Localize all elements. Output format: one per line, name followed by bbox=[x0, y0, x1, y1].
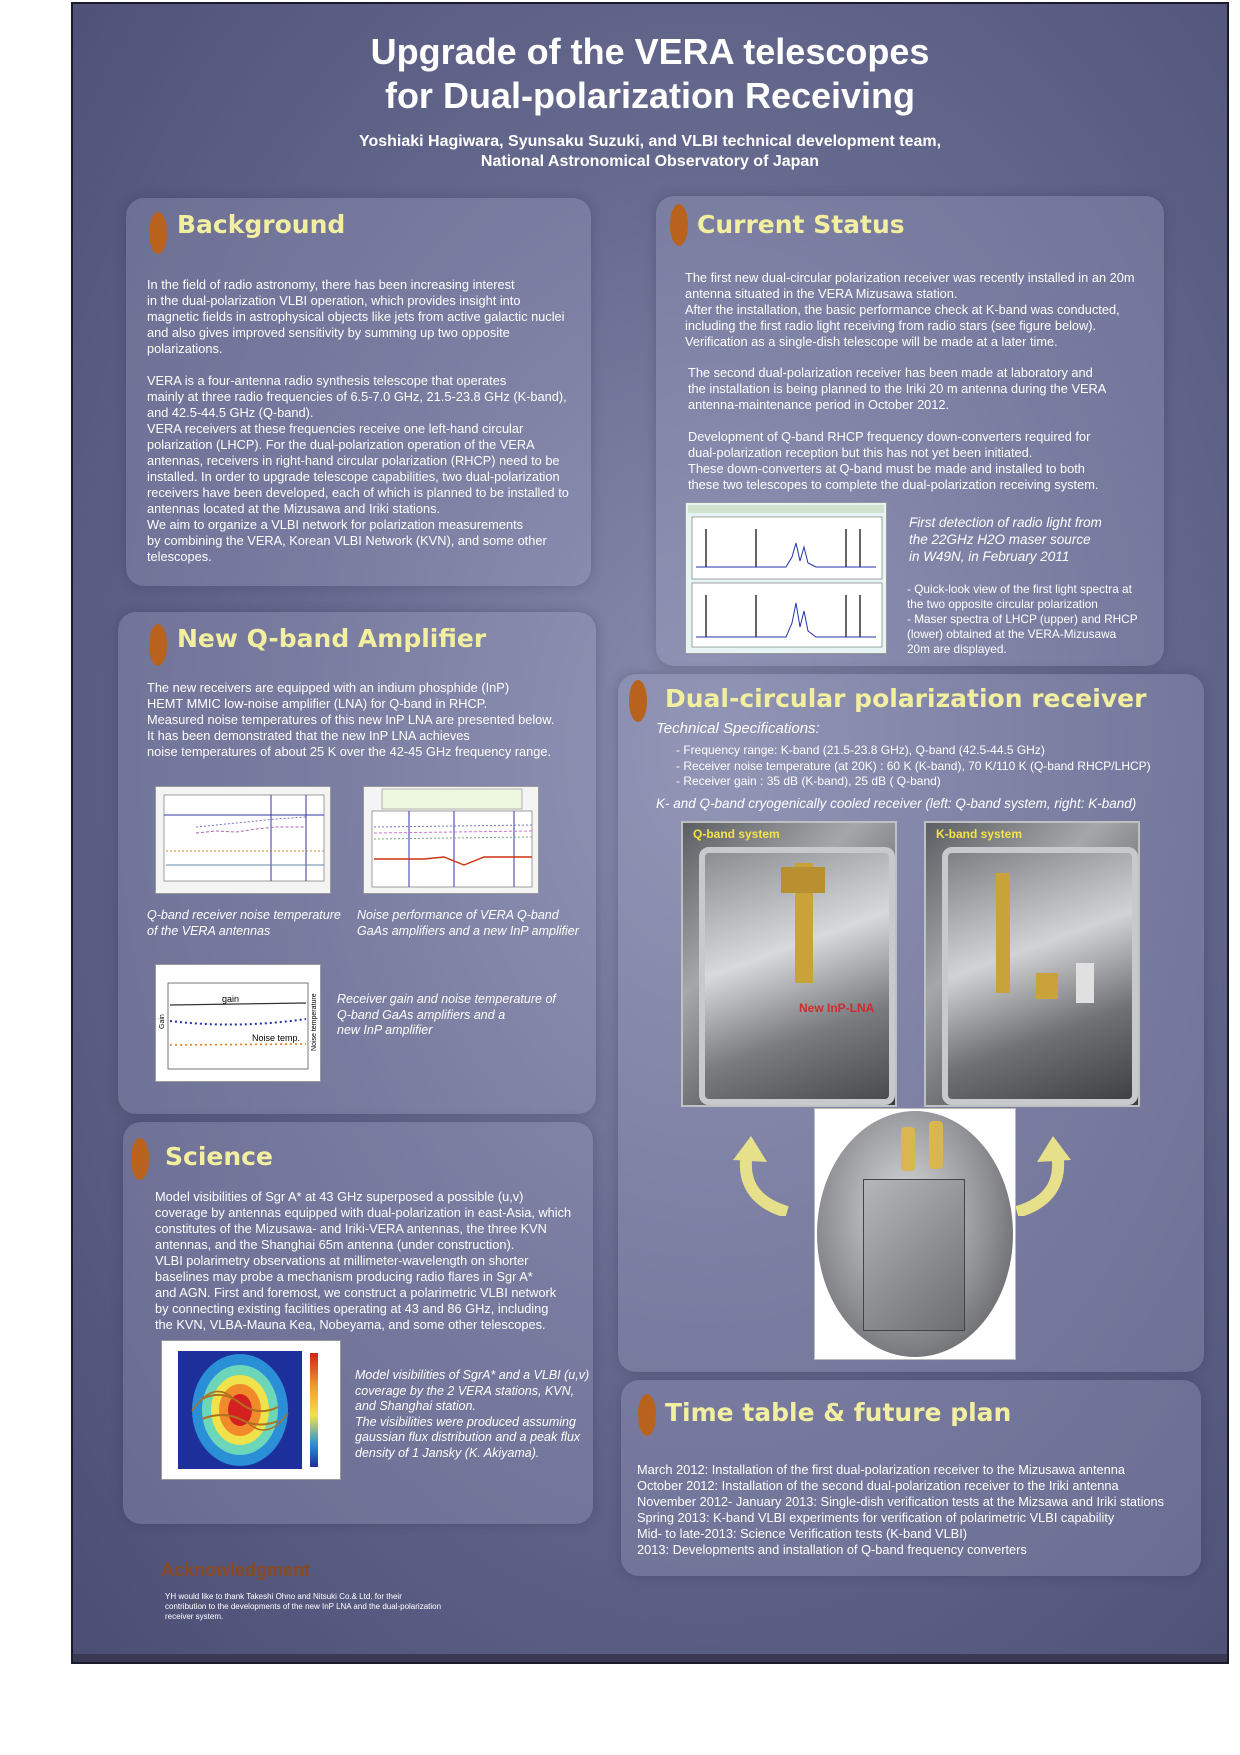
science-title: Science bbox=[165, 1142, 273, 1171]
qband-gaas-chart bbox=[364, 787, 538, 893]
receiver-specs-list: - Frequency range: K-band (21.5-23.8 GHz), Q-band (42.5-44.5 GHz) - Receiver noise temperature (at 20K) : 60 K (K-band), 70 K/110 K (Q-band RHCP/LHCP) - Receiver gain : 35 dB (K-band), 25 dB ( Q-band) bbox=[676, 743, 1151, 788]
status-bullet-icon bbox=[670, 204, 688, 246]
background-bullet-icon bbox=[149, 212, 167, 254]
science-figure-caption: Model visibilities of SgrA* and a VLBI (u,v) coverage by the 2 VERA stations, KVN, and Shanghai station. The visibilities were produced assuming gaussian flux distribution and a peak flux density of 1 Jansky (K. Akiyama). bbox=[355, 1368, 590, 1460]
science-bullet-icon bbox=[131, 1138, 149, 1180]
qband-title: New Q-band Amplifier bbox=[177, 624, 487, 653]
maser-figure-caption: First detection of radio light from the 22GHz H2O maser source in W49N, in February 2011 bbox=[909, 515, 1102, 564]
qband-paragraph: The new receivers are equipped with an indium phosphide (InP) HEMT MMIC low-noise amplifier (LNA) for Q-band in RHCP. Measured noise temperatures of this new InP LNA are presented below. It has been demonstrated that the new InP LNA achieves noise temperatures of about 25 K over the 42-45 GHz frequency range. bbox=[147, 680, 555, 759]
new-inp-lna-label: New InP-LNA bbox=[799, 1001, 875, 1015]
background-title: Background bbox=[177, 210, 346, 239]
qband-bullet-icon bbox=[149, 624, 167, 666]
science-visibility-figure bbox=[161, 1340, 341, 1480]
receiver-unit-photo bbox=[814, 1108, 1016, 1360]
timetable-title: Time table & future plan bbox=[665, 1398, 1012, 1427]
maser-spectra-chart bbox=[686, 503, 886, 653]
title-line-1: Upgrade of the VERA telescopes bbox=[370, 31, 930, 72]
qband-system-label: Q-band system bbox=[693, 827, 780, 841]
poster bbox=[71, 2, 1229, 1664]
qband-system-photo bbox=[681, 821, 897, 1107]
timetable-list: March 2012: Installation of the first dual-polarization receiver to the Mizusawa antenna October 2012: Installation of the second dual-polarization receiver to the Iriki antenna November 2012- January 2013: Single-dish verification tests at the Mizsawa and Iriki stations Spring 2013: K-band VLBI experiments for verification of polarimetric VLBI capability Mid- to late-2013: Science Verification tests (K-band VLBI) 2013: Developments and installation of Q-band frequency converters bbox=[637, 1462, 1165, 1557]
qband-gaas-figure bbox=[363, 786, 539, 894]
timetable-bullet-icon bbox=[638, 1394, 656, 1436]
background-paragraph-1: In the field of radio astronomy, there has been increasing interest in the dual-polarization VLBI operation, which provides insight into magnetic fields in astrophysical objects like jets from active galactic nuclei and also gives improved sensitivity by summing up two opposite polarizations. bbox=[147, 277, 565, 356]
status-paragraph-3: Development of Q-band RHCP frequency down-converters required for dual-polarization reception but this has not yet been initiated. These down-converters at Q-band must be made and installed to both these two telescopes to complete the dual-polarization receiving system. bbox=[688, 429, 1099, 492]
maser-spectra-figure bbox=[685, 502, 887, 654]
qband-gain-figure bbox=[155, 964, 321, 1082]
receiver-specs-heading: Technical Specifications: bbox=[656, 720, 820, 737]
right-arrow-icon bbox=[1011, 1134, 1075, 1216]
receiver-title: Dual-circular polarization receiver bbox=[665, 684, 1147, 713]
background-paragraph-2: VERA is a four-antenna radio synthesis telescope that operates mainly at three radio frequencies of 6.5-7.0 GHz, 21.5-23.8 GHz (K-band), and 42.5-44.5 GHz (Q-band). VERA receivers at these frequencies receive one left-hand circular polarization (LHCP). For the dual-polarization operation of the VERA antennas, receivers in right-hand circular polarization (RHCP) need to be installed. In order to upgrade telescope capabilities, two dual-polarization receivers have been developed, each of which is planned to be installed to antennas located at the Mizusawa and Iriki stations. We aim to organize a VLBI network for polarization measurements by combining the VERA, Korean VLBI Network (KVN), and some other telescopes. bbox=[147, 373, 569, 564]
qband-noise-figure bbox=[155, 786, 331, 894]
authors-line-2: National Astronomical Observatory of Japan bbox=[480, 153, 820, 170]
status-title: Current Status bbox=[697, 210, 905, 239]
status-paragraph-1: The first new dual-circular polarization receiver was recently installed in an 20m antenna situated in the VERA Mizusawa station. After the installation, the basic performance check at K-band was conducted, including the first radio light receiving from radio stars (see figure below). Verification as a single-dish telescope will be made at a later time. bbox=[685, 270, 1135, 349]
authors-line-1: Yoshiaki Hagiwara, Syunsaku Suzuki, and VLBI technical development team, bbox=[358, 133, 942, 150]
noise-curve-label: Noise temp. bbox=[252, 1033, 301, 1043]
gain-axis-label: Gain bbox=[159, 1014, 166, 1029]
left-arrow-icon bbox=[729, 1134, 793, 1216]
gain-curve-label: gain bbox=[222, 994, 240, 1004]
receiver-photo-caption: K- and Q-band cryogenically cooled receiver (left: Q-band system, right: K-band) bbox=[656, 796, 1137, 811]
receiver-bullet-icon bbox=[629, 680, 647, 722]
qband-gain-chart bbox=[156, 965, 320, 1081]
qband-figure-2-caption: Noise performance of VERA Q-band GaAs amplifiers and a new InP amplifier bbox=[357, 908, 579, 938]
maser-figure-notes: - Quick-look view of the first light spectra at the two opposite circular polarization - Maser spectra of LHCP (upper) and RHCP (lower) obtained at the VERA-Mizusawa 20m are displayed. bbox=[907, 582, 1138, 656]
visibility-map bbox=[162, 1341, 340, 1479]
kband-system-label: K-band system bbox=[936, 827, 1023, 841]
acknowledgment-text: YH would like to thank Takeshi Ohno and Nitsuki Co.& Ltd. for their contribution to the developments of the new InP LNA and the dual-polarization receiver system. bbox=[165, 1592, 442, 1621]
poster-title bbox=[73, 30, 1227, 118]
science-paragraph: Model visibilities of Sgr A* at 43 GHz superposed a possible (u,v) coverage by antennas equipped with dual-polarization in east-Asia, which constitutes of the Mizusawa- and Iriki-VERA antennas, the three KVN antennas, and the Shanghai 65m antenna (under construction). VLBI polarimetry observations at millimeter-wavelength on shorter baselines may probe a mechanism producing radio flares in Sgr A* and AGN. First and foremost, we construct a polarimetric VLBI network by connecting existing facilities operating at 43 and 86 GHz, including the KVN, VLBA-Mauna Kea, Nobeyama, and some other telescopes. bbox=[155, 1189, 572, 1332]
qband-figure-3-caption: Receiver gain and noise temperature of Q-band GaAs amplifiers and a new InP amplifier bbox=[337, 992, 556, 1037]
status-paragraph-2: The second dual-polarization receiver has been made at laboratory and the installation is being planned to the Iriki 20 m antenna during the VERA antenna-maintenance period in October 2012. bbox=[688, 365, 1107, 412]
qband-noise-chart bbox=[156, 787, 330, 893]
kband-system-photo bbox=[924, 821, 1140, 1107]
acknowledgment-title: Acknowledgment bbox=[161, 1560, 311, 1580]
title-line-2: for Dual-polarization Receiving bbox=[384, 75, 916, 116]
noise-axis-label: Noise temperature bbox=[311, 993, 318, 1051]
authors bbox=[73, 132, 1227, 172]
qband-figure-1-caption: Q-band receiver noise temperature of the VERA antennas bbox=[147, 908, 341, 938]
